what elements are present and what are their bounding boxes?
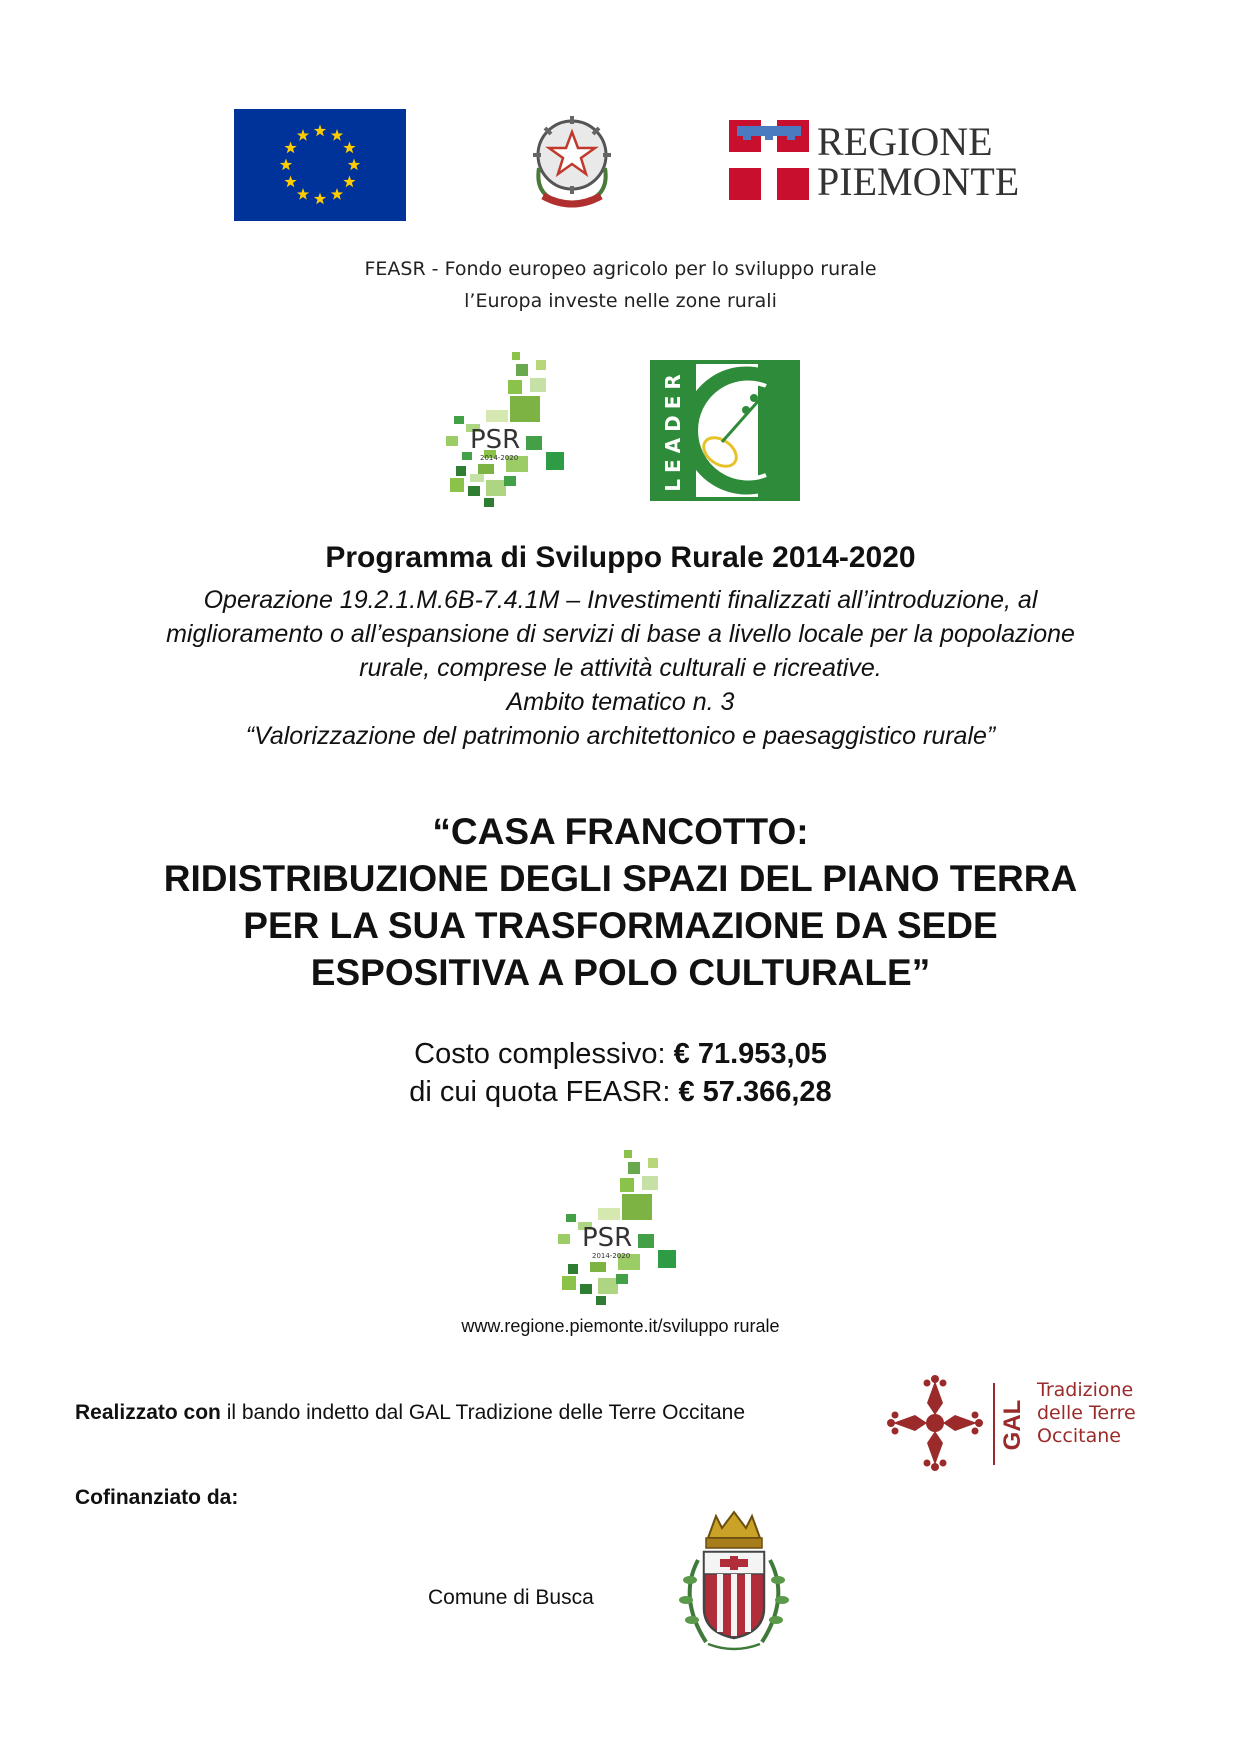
project-title-line-1: “CASA FRANCOTTO: <box>432 811 809 852</box>
total-cost-value: € 71.953,05 <box>673 1038 827 1070</box>
gal-text: GAL <box>999 1399 1026 1451</box>
svg-text:PSR: PSR <box>582 1223 633 1253</box>
svg-text:2014-2020: 2014-2020 <box>592 1252 631 1260</box>
total-cost-label: Costo complessivo: <box>414 1038 674 1070</box>
psr-logo-bottom <box>558 1150 688 1305</box>
comune-busca-coat-of-arms <box>664 1508 804 1656</box>
repubblica-italiana-emblem <box>525 108 619 211</box>
programme-line-1: Operazione 19.2.1.M.6B-7.4.1M – Investimenti finalizzati all’introduzione, al <box>203 586 1038 614</box>
svg-text:2014-2020: 2014-2020 <box>480 454 519 462</box>
realizzato-bold: Realizzato con <box>75 1401 221 1424</box>
programme-title: Programma di Sviluppo Rurale 2014-2020 <box>325 541 916 574</box>
realizzato-rest: il bando indetto dal GAL Tradizione delle Terre Occitane <box>220 1401 746 1424</box>
total-cost <box>0 1035 1241 1073</box>
ambito-tematico: Ambito tematico n. 3 <box>506 688 735 716</box>
piemonte-text: PIEMONTE <box>817 159 1020 204</box>
project-title-line-4: ESPOSITIVA A POLO CULTURALE” <box>310 952 931 993</box>
comune-name: Comune di Busca <box>428 1586 594 1609</box>
regione-piemonte-logo <box>729 119 1020 204</box>
realizzato-text <box>75 1401 745 1425</box>
programme-line-2: miglioramento o all’espansione di servizi di base a livello locale per la popolazione <box>166 620 1075 648</box>
svg-text:LEADER: LEADER <box>661 368 685 492</box>
psr-logo-text: PSR <box>470 425 521 455</box>
project-title-line-3: PER LA SUA TRASFORMAZIONE DA SEDE <box>243 905 998 946</box>
feasr-quota-label: di cui quota FEASR: <box>409 1076 679 1108</box>
ambito-title: “Valorizzazione del patrimonio architettonico e paesaggistico rurale” <box>245 722 996 750</box>
gal-line-2: delle Terre <box>1037 1402 1136 1424</box>
feasr-line-2: l’Europa investe nelle zone rurali <box>464 290 777 312</box>
gal-line-3: Occitane <box>1037 1425 1121 1447</box>
psr-logo <box>446 352 576 507</box>
programme-line-3: rurale, comprese le attività culturali e ricreative. <box>359 654 882 682</box>
leader-logo <box>650 360 800 501</box>
project-title-line-2: RIDISTRIBUZIONE DEGLI SPAZI DEL PIANO TERRA <box>163 858 1078 899</box>
gal-line-1: Tradizione <box>1037 1379 1134 1401</box>
cofinanziato-label: Cofinanziato da: <box>75 1486 239 1509</box>
website-link[interactable]: www.regione.piemonte.it/sviluppo rurale <box>461 1316 780 1336</box>
feasr-quota <box>0 1073 1241 1111</box>
regione-text: REGIONE <box>817 119 993 164</box>
eu-flag-logo <box>234 109 406 221</box>
feasr-quota-value: € 57.366,28 <box>678 1076 832 1108</box>
feasr-line-1: FEASR - Fondo europeo agricolo per lo sviluppo rurale <box>364 258 877 280</box>
gal-logo <box>885 1373 1165 1473</box>
